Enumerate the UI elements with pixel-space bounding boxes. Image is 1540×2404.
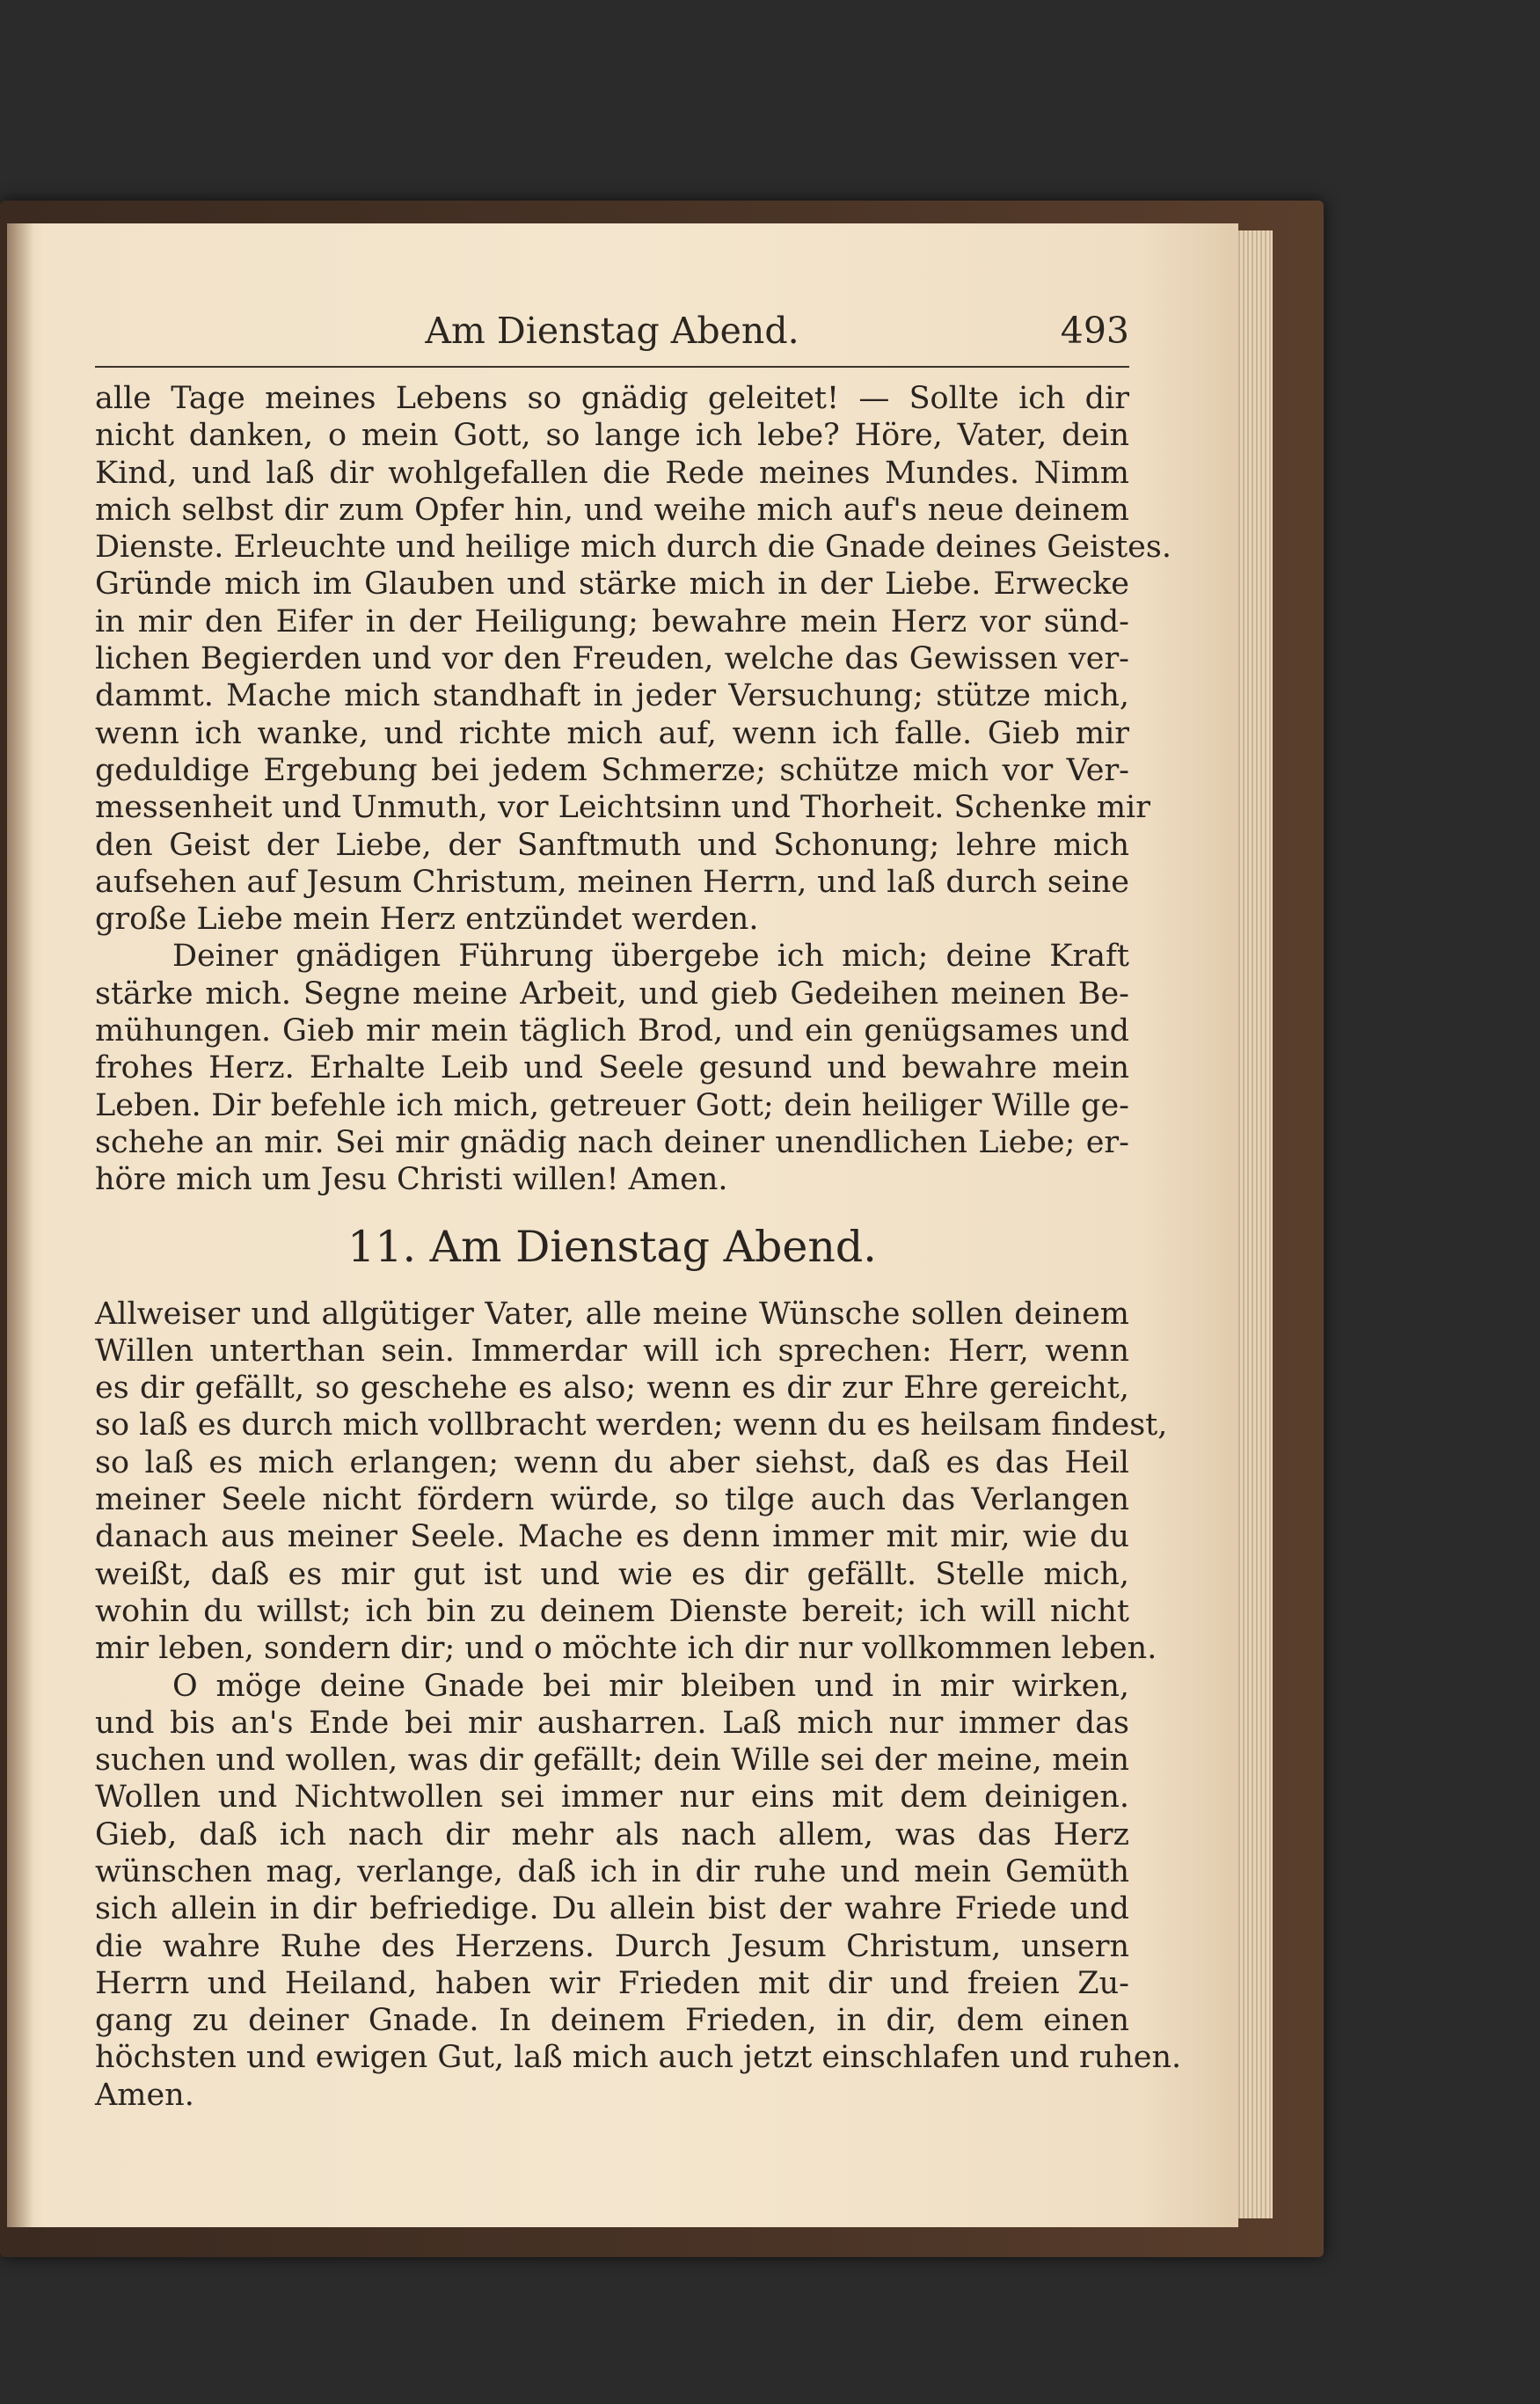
text-line: mühungen. Gieb mir mein täglich Brod, und ein genügsames und	[95, 1013, 1129, 1049]
text-line: Allweiser und allgütiger Vater, alle meine Wünsche sollen deinem	[95, 1296, 1129, 1332]
text-line: die wahre Ruhe des Herzens. Durch Jesum Christum, unsern	[95, 1928, 1129, 1964]
text-line: messenheit und Unmuth, vor Leichtsinn und Thorheit. Schenke mir	[95, 790, 1150, 826]
text-line: Dienste. Erleuchte und heilige mich durch die Gnade deines Geistes.	[95, 530, 1171, 566]
page-number: 493	[1060, 310, 1129, 352]
book-page	[7, 223, 1238, 2227]
section-heading: 11. Am Dienstag Abend.	[347, 1221, 877, 1272]
text-line: Willen unterthan sein. Immerdar will ich sprechen: Herr, wenn	[95, 1333, 1129, 1369]
prayer-text	[95, 380, 1171, 1199]
text-line: alle Tage meines Lebens so gnädig geleitet! — Sollte ich dir	[95, 381, 1129, 416]
text-line: mich selbst dir zum Opfer hin, und weihe mich auf's neue deinem	[95, 492, 1129, 528]
paragraph	[95, 1296, 1168, 1668]
text-line: geduldige Ergebung bei jedem Schmerze; schütze mich vor Ver-	[95, 752, 1129, 788]
text-line: es dir gefällt, so geschehe es also; wenn es dir zur Ehre gereicht,	[95, 1370, 1129, 1407]
text-line: wohin du willst; ich bin zu deinem Dienste bereit; ich will nicht	[95, 1593, 1129, 1629]
prayer-11-text	[95, 1296, 1182, 2115]
text-line: frohes Herz. Erhalte Leib und Seele gesund und bewahre mein	[95, 1050, 1129, 1086]
text-line: mir leben, sondern dir; und o möchte ich dir nur vollkommen leben.	[95, 1631, 1157, 1667]
text-line: und bis an's Ende bei mir ausharren. Laß mich nur immer das	[95, 1705, 1129, 1741]
text-line: aufsehen auf Jesum Christum, meinen Herrn, und laß durch seine	[95, 864, 1129, 900]
text-line: den Geist der Liebe, der Sanftmuth und Schonung; lehre mich	[95, 827, 1129, 863]
text-line: in mir den Eifer in der Heiligung; bewahre mein Herz vor sünd-	[95, 603, 1129, 639]
text-line: wünschen mag, verlange, daß ich in dir ruhe und mein Gemüth	[95, 1853, 1129, 1889]
text-line: danach aus meiner Seele. Mache es denn immer mit mir, wie du	[95, 1519, 1129, 1555]
text-line: Leben. Dir befehle ich mich, getreuer Gott; dein heiliger Wille ge-	[95, 1087, 1129, 1123]
text-line: Herrn und Heiland, haben wir Frieden mit dir und freien Zu-	[95, 1965, 1129, 2001]
running-title: Am Dienstag Abend.	[425, 310, 799, 352]
text-line: stärke mich. Segne meine Arbeit, und gieb Gedeihen meinen Be-	[95, 975, 1129, 1012]
text-line: schehe an mir. Sei mir gnädig nach deiner unendlichen Liebe; er-	[95, 1124, 1129, 1160]
text-line: meiner Seele nicht fördern würde, so tilge auch das Verlangen	[95, 1482, 1129, 1518]
text-line: suchen und wollen, was dir gefällt; dein Wille sei der meine, mein	[95, 1743, 1129, 1779]
text-line: lichen Begierden und vor den Freuden, welche das Gewissen ver-	[95, 641, 1129, 677]
text-line: Wollen und Nichtwollen sei immer nur eins mit dem deinigen.	[95, 1779, 1129, 1816]
running-head	[95, 310, 1129, 362]
text-line: höchsten und ewigen Gut, laß mich auch jetzt einschlafen und ruhen.	[95, 2040, 1182, 2076]
paragraph	[95, 1668, 1182, 2115]
text-block	[95, 380, 1182, 2114]
text-line: Deiner gnädigen Führung übergebe ich mich; deine Kraft	[172, 939, 1129, 975]
text-line: höre mich um Jesu Christi willen! Amen.	[95, 1162, 728, 1198]
text-line: weißt, daß es mir gut ist und wie es dir gefällt. Stelle mich,	[95, 1556, 1129, 1592]
paragraph	[95, 938, 1129, 1198]
text-line: gang zu deiner Gnade. In deinem Frieden, in dir, dem einen	[95, 2003, 1129, 2039]
text-line: sich allein in dir befriedige. Du allein bist der wahre Friede und	[95, 1891, 1129, 1927]
text-line: Gründe mich im Glauben und stärke mich in der Liebe. Erwecke	[95, 566, 1129, 603]
text-line: nicht danken, o mein Gott, so lange ich lebe? Höre, Vater, dein	[95, 418, 1129, 454]
spine-shadow	[7, 223, 33, 2227]
text-line: O möge deine Gnade bei mir bleiben und in mir wirken,	[172, 1668, 1129, 1704]
text-line: dammt. Mache mich standhaft in jeder Versuchung; stütze mich,	[95, 678, 1129, 714]
text-line: Gieb, daß ich nach dir mehr als nach allem, was das Herz	[95, 1816, 1129, 1852]
header-rule	[95, 366, 1129, 368]
text-line: wenn ich wanke, und richte mich auf, wenn ich falle. Gieb mir	[95, 715, 1129, 751]
text-line: Kind, und laß dir wohlgefallen die Rede meines Mundes. Nimm	[95, 455, 1129, 491]
paragraph	[95, 380, 1171, 938]
text-line: so laß es durch mich vollbracht werden; wenn du es heilsam findest,	[95, 1407, 1168, 1443]
text-line: so laß es mich erlangen; wenn du aber siehst, daß es das Heil	[95, 1444, 1129, 1480]
text-line: große Liebe mein Herz entzündet werden.	[95, 902, 759, 938]
text-line: Amen.	[95, 2077, 194, 2113]
